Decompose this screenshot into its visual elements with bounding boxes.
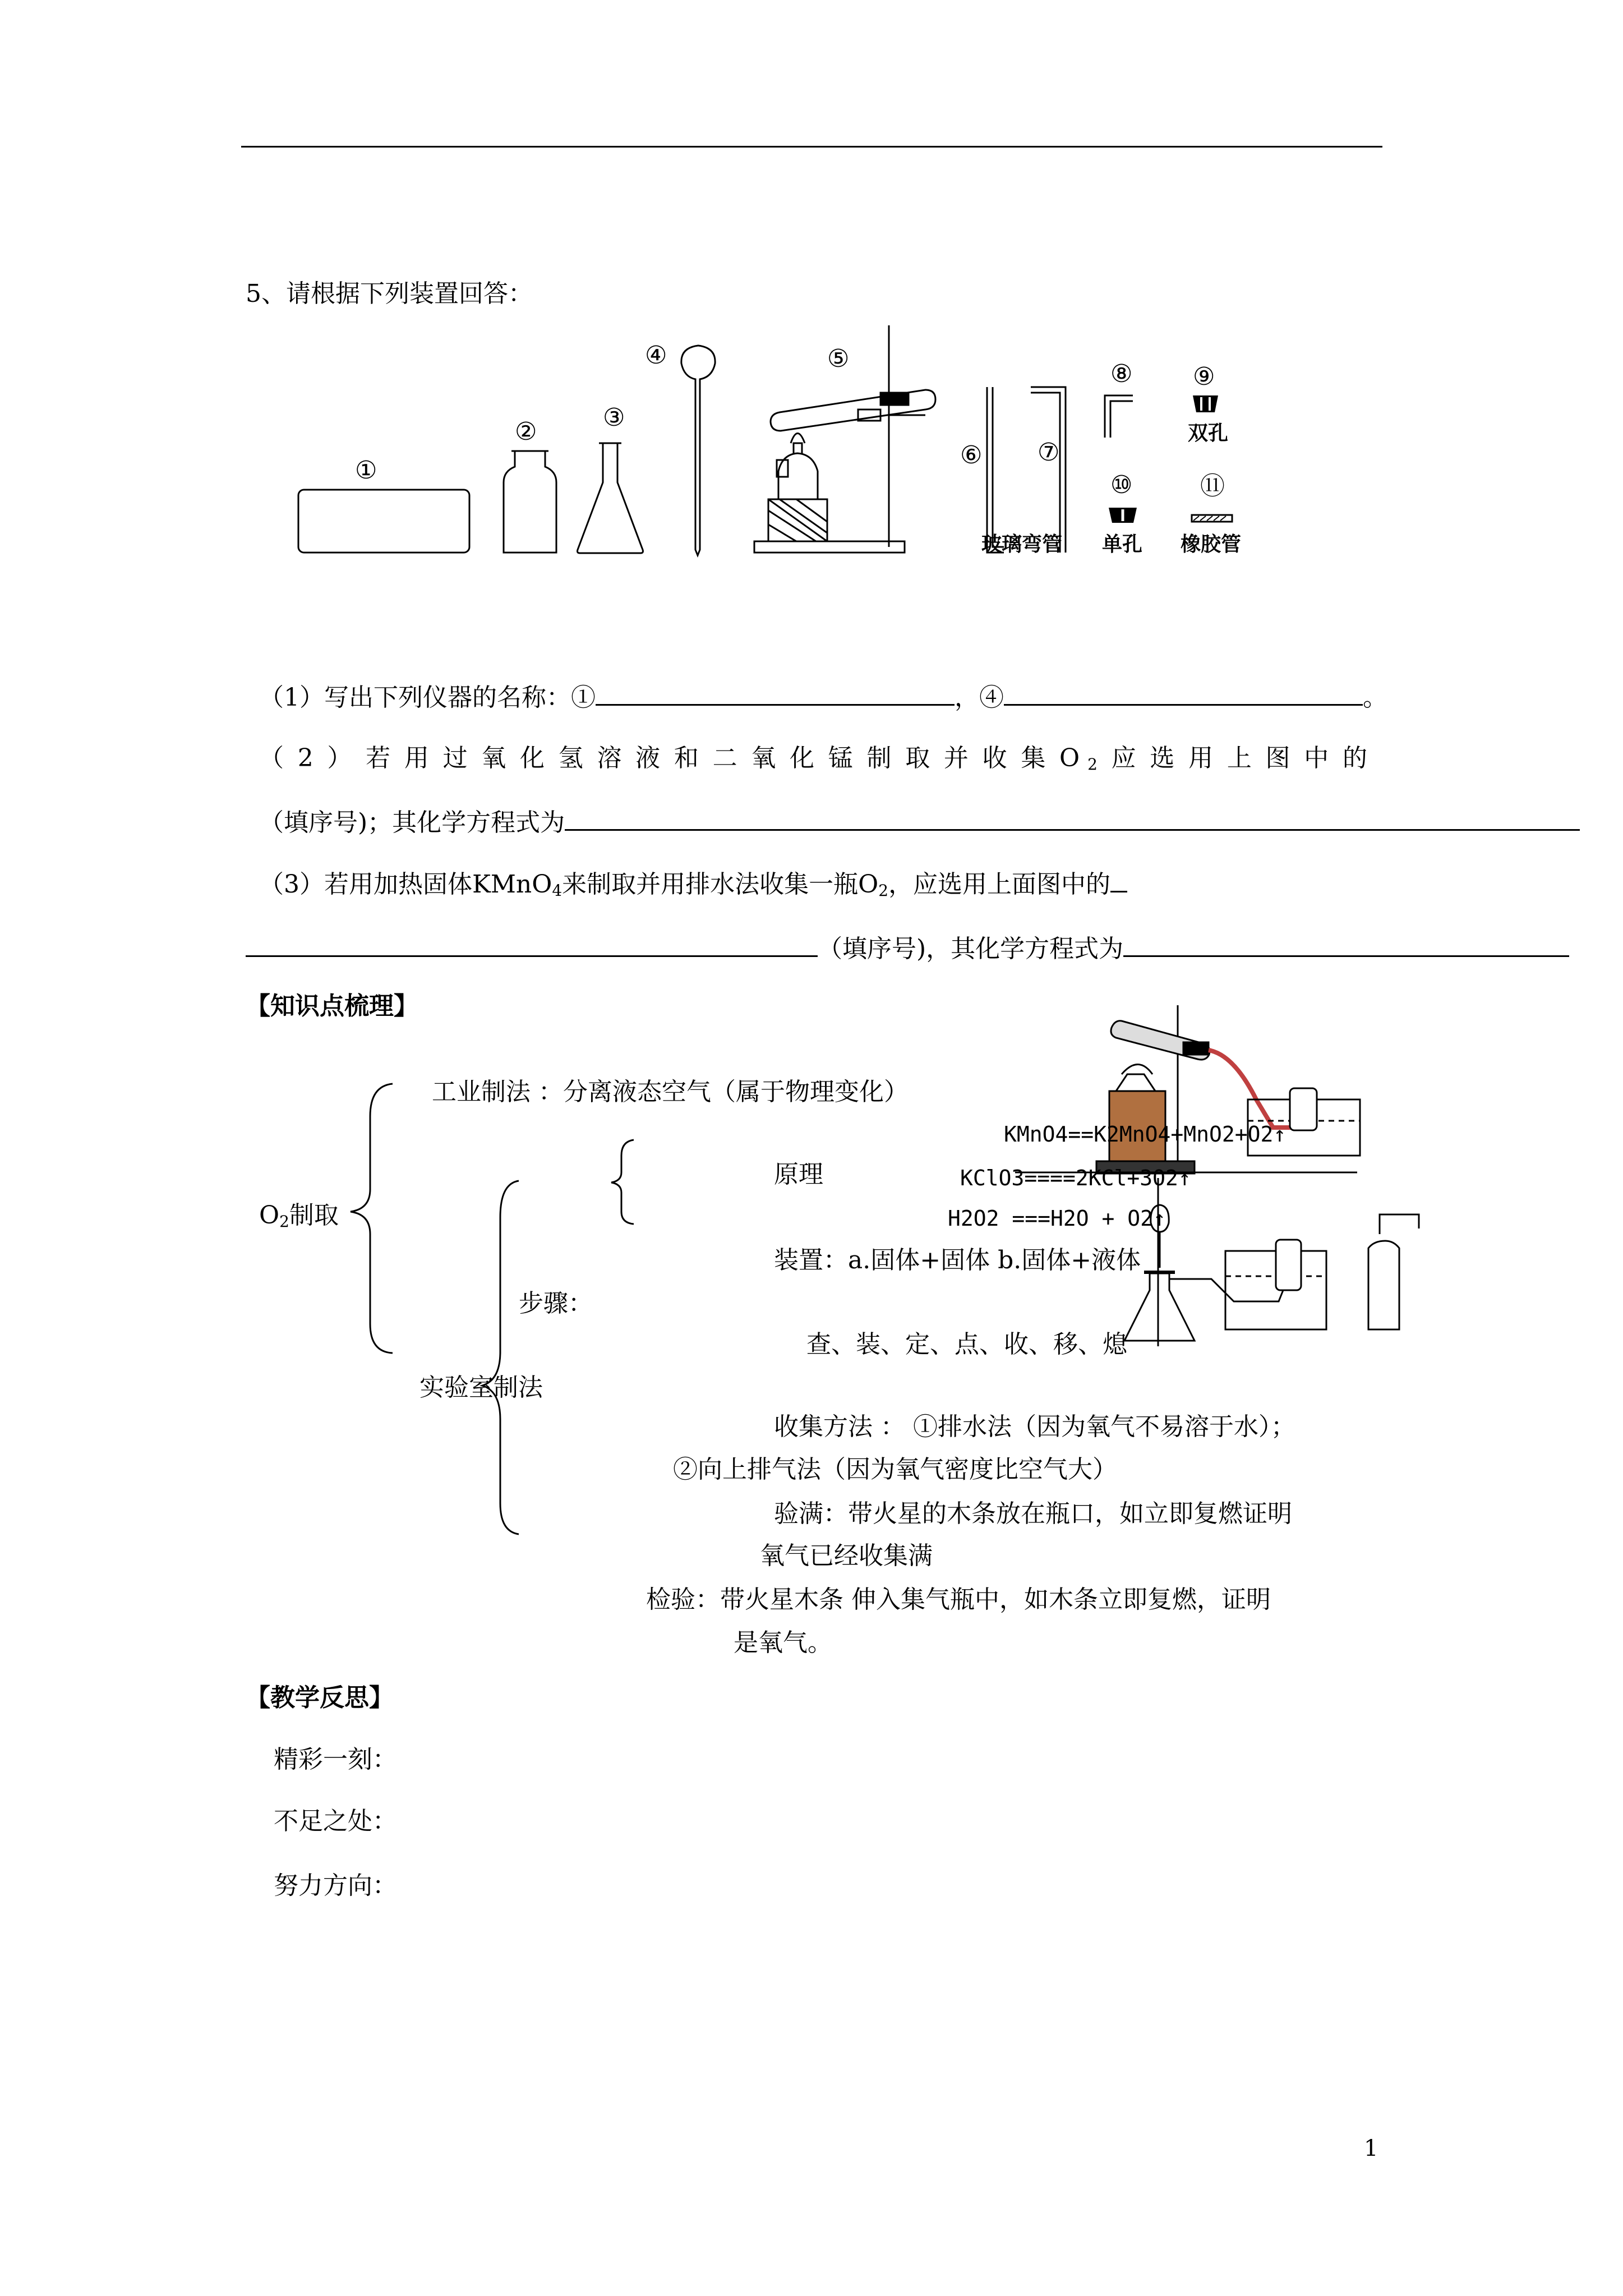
q3-mid: 来制取并用排水法收集一瓶O bbox=[562, 870, 879, 899]
o2-prep-tail: 制取 bbox=[289, 1201, 339, 1230]
q3-sub2: 2 bbox=[878, 881, 889, 900]
q2-tail: 应选用上图中的 bbox=[1105, 744, 1375, 772]
apparatus-label-3: ③ bbox=[603, 403, 625, 432]
o2-prep-label bbox=[259, 1203, 339, 1230]
reflection-highlight: 精彩一刻： bbox=[274, 1745, 397, 1774]
label-double-hole: 双孔 bbox=[1188, 422, 1229, 445]
steps-label: 步骤： bbox=[519, 1289, 593, 1318]
reflection-direction: 努力方向： bbox=[274, 1871, 397, 1900]
equation-3: H2O2 ===H2O + O2↑ bbox=[948, 1206, 1166, 1231]
q3-tail: ，应选用上面图中的 bbox=[888, 870, 1111, 899]
q2-text: （2）若用过氧化氢溶液和二氧化锰制取并收集O bbox=[259, 744, 1088, 772]
apparatus-label-8: ⑧ bbox=[1110, 360, 1133, 388]
steps-list: 查、装、定、点、收、移、熄 bbox=[806, 1330, 1127, 1359]
apparatus-label-5: ⑤ bbox=[827, 344, 850, 373]
q1-comma: ，④ bbox=[955, 683, 1004, 712]
test-1: 检验：带火星木条 伸入集气瓶中，如木条立即复燃，证明 bbox=[646, 1585, 1271, 1614]
q2-line2-text: （填序号)；其化学方程式为 bbox=[259, 808, 565, 837]
q3-line2-mid: （填序号)，其化学方程式为 bbox=[818, 935, 1124, 963]
label-rubber-tube: 橡胶管 bbox=[1181, 533, 1242, 556]
test-2: 是氧气。 bbox=[734, 1628, 832, 1657]
apparatus-label-6: ⑥ bbox=[960, 441, 983, 470]
main-brace bbox=[351, 1084, 393, 1353]
q1-end: 。 bbox=[1363, 683, 1387, 712]
full-check-1: 验满：带火星的木条放在瓶口，如立即复燃证明 bbox=[774, 1499, 1292, 1528]
apparatus-label-11: ⑪ bbox=[1200, 472, 1225, 500]
page-number: 1 bbox=[1364, 2136, 1378, 2161]
lab-brace bbox=[482, 1181, 519, 1534]
apparatus-label-1: ① bbox=[355, 456, 377, 485]
q3-sub: 4 bbox=[552, 881, 562, 900]
o2-prep-sub: 2 bbox=[279, 1212, 289, 1231]
industrial-method: 工业制法 ：分离液态空气（属于物理变化） bbox=[432, 1078, 909, 1106]
collection-method-2: ②向上排气法（因为氧气密度比空气大） bbox=[673, 1455, 1117, 1484]
apparatus-label-4: ④ bbox=[645, 341, 667, 370]
q2-sub: 2 bbox=[1087, 755, 1105, 774]
question-title: 5、请根据下列装置回答： bbox=[246, 279, 533, 308]
reflection-heading: 【教学反思】 bbox=[246, 1683, 394, 1712]
apparatus-label-2: ② bbox=[515, 417, 537, 446]
o2-prep-o: O bbox=[259, 1201, 280, 1230]
apparatus-label-7: ⑦ bbox=[1038, 438, 1060, 467]
collection-method: 收集方法 ： ①排水法（因为氧气不易溶于水）； bbox=[774, 1412, 1295, 1441]
apparatus-label-10: ⑩ bbox=[1110, 471, 1133, 499]
label-single-hole: 单孔 bbox=[1102, 533, 1143, 556]
q3-prefix: （3）若用加热固体KMnO bbox=[259, 870, 552, 899]
equation-1: KMnO4==K2MnO4+MnO2+O2↑ bbox=[1004, 1122, 1287, 1147]
lab-method: 实验室制法 bbox=[419, 1373, 543, 1402]
knowledge-heading: 【知识点梳理】 bbox=[246, 992, 418, 1020]
apparatus-label-9: ⑨ bbox=[1193, 362, 1215, 391]
q1-prefix: （1）写出下列仪器的名称：① bbox=[259, 683, 596, 712]
principle-brace bbox=[611, 1140, 634, 1224]
full-check-2: 氧气已经收集满 bbox=[760, 1542, 933, 1570]
principle-label: 原理 bbox=[774, 1160, 823, 1189]
reflection-shortcoming: 不足之处： bbox=[274, 1807, 397, 1835]
equation-2: KClO3====2KCl+3O2↑ bbox=[960, 1166, 1191, 1190]
label-glass-bent-tube: 玻璃弯管 bbox=[981, 533, 1063, 556]
device-types: 装置：a.固体+固体 b.固体+液体 bbox=[774, 1246, 1141, 1274]
